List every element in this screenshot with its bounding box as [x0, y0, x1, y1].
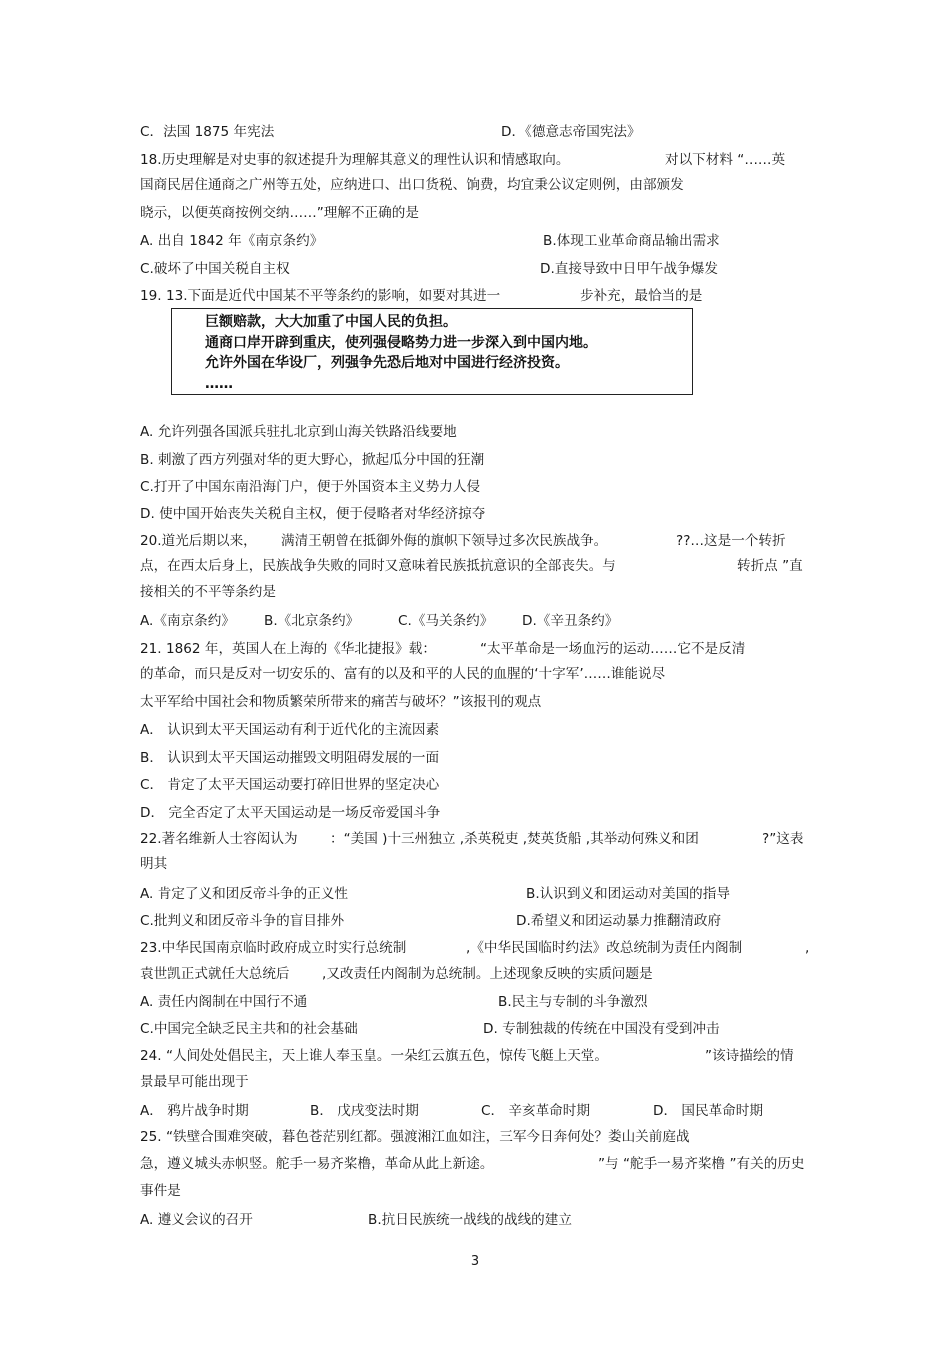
q21-option-d: D． 完全否定了太平天国运动是一场反帝爱国斗争	[140, 805, 441, 821]
q24-option-b: B． 戊戌变法时期	[310, 1103, 419, 1119]
q22-option-d: D.希望义和团运动暴力推翻清政府	[516, 913, 722, 929]
q18-stem-line1: 18.历史理解是对史事的叙述提升为理解其意义的理性认识和情感取向。	[140, 152, 570, 168]
q20-option-c: C.《马关条约》	[398, 613, 494, 629]
q21-option-c: C． 肯定了太平天国运动要打碎旧世界的坚定决心	[140, 777, 440, 793]
q21-stem-line3: 太平军给中国社会和物质繁荣所带来的痛苦与破坏？”该报刊的观点	[140, 694, 542, 710]
q25-option-b: B.抗日民族统一战线的战线的建立	[368, 1212, 572, 1228]
q20-stem-line2a: 点，在西太后身上，民族战争失败的同时又意味着民族抵抗意识的全部丧失。与	[140, 558, 616, 574]
q19-option-b: B. 刺激了西方列强对华的更大野心，掀起瓜分中国的狂潮	[140, 452, 485, 468]
q23-stem-line1c: ,	[805, 940, 810, 956]
q23-stem-line2b: ,又改责任内阁制为总统制。上述现象反映的实质问题是	[322, 966, 653, 982]
q23-stem-line1b: ,《中华民国临时约法》改总统制为责任内阁制	[466, 940, 743, 956]
q19-material-box	[171, 308, 693, 395]
q25-stem-line1: 25. “铁壁合围难突破，暮色苍茫别红都。强渡湘江血如注，三军今日奔何处？娄山关前庭战	[140, 1129, 690, 1145]
q21-stem-line1b: “太平革命是一场血污的运动……它不是反清	[480, 641, 746, 657]
q23-option-d: D. 专制独裁的传统在中国没有受到冲击	[483, 1021, 720, 1037]
q20-stem-line1a: 20.道光后期以来，	[140, 533, 257, 549]
q19-material-line2: 通商口岸开辟到重庆，使列强侵略势力进一步深入到中国内地。	[205, 334, 597, 351]
q19-option-a: A. 允许列强各国派兵驻扎北京到山海关铁路沿线要地	[140, 424, 457, 440]
q19-material-line3: 允许外国在华设厂，列强争先恐后地对中国进行经济投资。	[205, 355, 569, 371]
q20-stem-line1b: 满清王朝曾在抵御外侮的旗帜下领导过多次民族战争。	[281, 533, 608, 549]
q25-stem-line2b: ”与 “舵手一易齐桨橹 ”有关的历史	[598, 1156, 805, 1172]
q19-stem-line1b: 步补充，最恰当的是	[580, 288, 703, 304]
q19-stem-line1: 19. 13.下面是近代中国某不平等条约的影响，如要对其进一	[140, 288, 501, 304]
q19-option-d: D. 使中国开始丧失关税自主权，便于侵略者对华经济掠夺	[140, 506, 486, 522]
q23-option-a: A. 责任内阁制在中国行不通	[140, 994, 308, 1010]
q18-stem-line2: 国商民居住通商之广州等五处，应纳进口、出口货税、饷费，均宜秉公议定则例，由部颁发	[140, 177, 684, 193]
q18-stem-line1b: 对以下材料 “……英	[665, 152, 786, 168]
q25-stem-line2a: 急，遵义城头赤帜竖。舵手一易齐桨橹，革命从此上新途。	[140, 1156, 494, 1172]
q22-stem-line1c: ?”这表	[762, 831, 804, 847]
q20-option-d: D.《辛丑条约》	[522, 613, 619, 629]
q18-option-d: D.直接导致中日甲午战争爆发	[540, 261, 718, 277]
q17-option-c: C．法国 1875 年宪法	[140, 124, 275, 140]
q17-option-d: D．《德意志帝国宪法》	[501, 124, 641, 140]
q23-option-c: C.中国完全缺乏民主共和的社会基础	[140, 1021, 358, 1037]
q20-option-a: A.《南京条约》	[140, 613, 235, 629]
q19-material-line4: ……	[205, 375, 233, 392]
q21-option-b: B． 认识到太平天国运动摧毁文明阻碍发展的一面	[140, 750, 440, 766]
q20-stem-line2b: 转折点 ”直	[737, 558, 803, 574]
q24-stem-line1a: 24. “人间处处倡民主，天上谁人奉玉皇。一朵红云旗五色，惊传飞艇上天堂。	[140, 1048, 608, 1064]
q24-stem-line1b: ”该诗描绘的情	[705, 1048, 794, 1064]
q24-option-d: D． 国民革命时期	[653, 1103, 763, 1119]
q23-stem-line2a: 袁世凯正式就任大总统后	[140, 966, 290, 982]
q19-option-c: C.打开了中国东南沿海门户，便于外国资本主义势力人侵	[140, 479, 481, 495]
q18-option-a: A. 出自 1842 年《南京条约》	[140, 233, 324, 249]
q22-stem-line1a: 22.著名维新人士容闳认为	[140, 831, 298, 847]
q23-stem-line1a: 23.中华民国南京临时政府成立时实行总统制	[140, 940, 407, 956]
q18-option-b: B.体现工业革命商品输出需求	[543, 233, 720, 249]
q18-stem-line3: 晓示，以便英商按例交纳……”理解不正确的是	[140, 205, 419, 221]
q21-stem-line1a: 21. 1862 年，英国人在上海的《华北捷报》载：	[140, 641, 436, 657]
q24-option-a: A． 鸦片战争时期	[140, 1103, 249, 1119]
q22-option-a: A. 肯定了义和团反帝斗争的正义性	[140, 886, 349, 902]
q18-option-c: C.破坏了中国关税自主权	[140, 261, 290, 277]
q24-option-c: C． 辛亥革命时期	[481, 1103, 590, 1119]
q25-option-a: A. 遵义会议的召开	[140, 1212, 253, 1228]
q21-option-a: A． 认识到太平天国运动有利于近代化的主流因素	[140, 722, 440, 738]
q22-stem-line2: 明其	[140, 856, 168, 872]
q22-stem-line1b: ：“美国 )十三州独立 ,杀英税吏 ,焚英货船 ,其举动何殊义和团	[330, 831, 699, 847]
q25-stem-line3: 事件是	[140, 1183, 181, 1199]
q20-stem-line3: 接相关的不平等条约是	[140, 584, 276, 600]
q22-option-c: C.批判义和团反帝斗争的盲目排外	[140, 913, 345, 929]
q20-option-b: B.《北京条约》	[264, 613, 360, 629]
q23-option-b: B.民主与专制的斗争激烈	[498, 994, 648, 1010]
q22-option-b: B.认识到义和团运动对美国的指导	[526, 886, 730, 902]
q20-stem-line1c: ??…这是一个转折	[676, 533, 786, 549]
q21-stem-line2: 的革命，而只是反对一切安乐的、富有的以及和平的人民的血腥的‘十字军’……谁能说尽	[140, 666, 666, 682]
q24-stem-line2: 景最早可能出现于	[140, 1074, 249, 1090]
q19-material-line1: 巨额赔款，大大加重了中国人民的负担。	[205, 314, 457, 330]
page-number: 3	[470, 1254, 480, 1269]
